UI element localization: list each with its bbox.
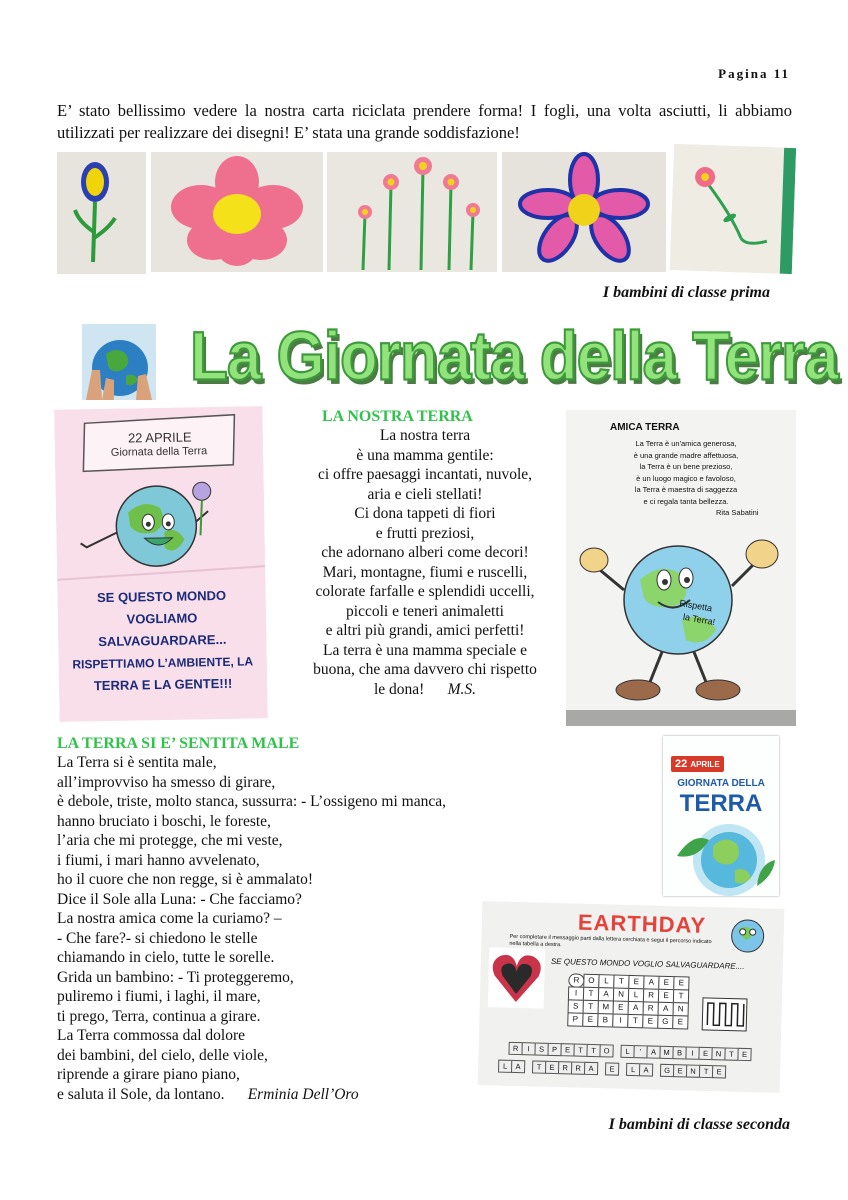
letter-grid-cell: R <box>568 973 584 987</box>
poem2-line: La nostra amica come la curiamo? – <box>57 910 282 927</box>
answer-cell: A <box>639 1063 653 1076</box>
letter-grid-cell: A <box>643 975 659 989</box>
hands-earth-image <box>82 324 156 400</box>
letter-grid-cell: T <box>583 1000 599 1014</box>
poem1-line: piccoli e teneri animaletti <box>346 602 504 620</box>
drawing-blue-pink-flower <box>502 152 666 272</box>
letter-grid-row <box>567 1012 687 1028</box>
answer-cell: A <box>511 1060 525 1073</box>
drawing-pink-flower <box>151 152 323 272</box>
letter-grid-cell: O <box>583 974 599 988</box>
letter-grid-cell: M <box>598 1000 614 1014</box>
letter-grid-cell: B <box>597 1013 613 1027</box>
letter-grid-cell: I <box>612 1014 628 1028</box>
earthday-message: SE QUESTO MONDO VOGLIO SALVAGUARDARE.... <box>550 956 745 971</box>
poster-book-line1: GIORNATA DELLA <box>677 778 765 789</box>
letter-grid-cell: A <box>658 1002 674 1016</box>
letter-grid-cell: E <box>628 975 644 989</box>
earthday-worksheet <box>478 901 785 1093</box>
answer-cell: R <box>558 1061 572 1074</box>
earthday-title-text: EARTHDAY <box>577 909 707 938</box>
letter-grid-cell: E <box>658 976 674 990</box>
page-number: Pagina 11 <box>718 66 790 81</box>
letter-grid-cell: E <box>658 989 674 1003</box>
drawing-yellow-flower <box>57 152 146 274</box>
poster-right-poem <box>606 438 766 507</box>
answer-cell: T <box>573 1044 587 1057</box>
poster-book-day: 22 <box>675 758 688 770</box>
poem1-last-text: le dona! <box>373 680 425 698</box>
answer-cell: I <box>521 1042 535 1055</box>
letter-grid-cell: N <box>673 1002 689 1016</box>
poster-right-line: è una grande madre affettuosa, <box>633 450 739 460</box>
answer-row-2 <box>498 1060 725 1079</box>
poster-book-month: APRILE <box>690 760 720 769</box>
letter-grid <box>567 973 688 1028</box>
letter-grid-cell: E <box>673 976 689 990</box>
caption-class-second: I bambini di classe seconda <box>608 1116 790 1133</box>
answer-cell: A <box>646 1045 660 1058</box>
answer-cell: L <box>626 1063 640 1076</box>
poem2-line: ho il cuore che non regge, si è ammalato! <box>57 871 314 888</box>
poem2-line: hanno bruciato i boschi, le foreste, <box>57 812 271 830</box>
poem2-line: Dice il Sole alla Luna: - Che facciamo? <box>57 890 302 908</box>
poster-right-author: Rita Sabatini <box>716 508 759 517</box>
poem2-line: è debole, triste, molto stanca, sussurra: - L’ossigeno mi manca, <box>57 793 446 810</box>
poem2-line: Grida un bambino: - Ti proteggeremo, <box>57 968 294 986</box>
poem2-line: l’aria che mi protegge, che mi veste, <box>57 832 283 849</box>
poem2-line: chiamando in cielo, tutte le sorelle. <box>57 949 275 966</box>
letter-grid-cell: N <box>613 988 629 1002</box>
poster-left-subtitle: Giornata della Terra <box>110 445 208 459</box>
earthday-instructions: Per completare il messaggio parti dalla lettera cerchiata e segui il percorso indicato nella tabella a destra. <box>509 933 712 949</box>
poem2-line: riprende a girare piano piano, <box>57 1066 240 1083</box>
heart-icon <box>488 947 546 1008</box>
poster-right-line: e ci regala tanta bellezza. <box>643 496 729 506</box>
answer-cell: T <box>532 1060 546 1073</box>
letter-grid-cell: E <box>642 1014 658 1028</box>
answer-cell: E <box>737 1048 751 1061</box>
answer-cell: M <box>659 1046 673 1059</box>
poem2-last-text: e saluta il Sole, da lontano. <box>57 1085 225 1103</box>
poster-right-line: La Terra è un'amica generosa, <box>635 439 737 448</box>
poem-la-nostra-terra <box>280 408 570 699</box>
letter-grid-cell: I <box>568 986 584 1000</box>
poem1-line: La nostra terra <box>379 427 471 444</box>
letter-grid-cell: E <box>613 1001 629 1015</box>
poem2-line: ti prego, Terra, continua a girare. <box>57 1007 261 1025</box>
letter-grid-cell: S <box>568 999 584 1013</box>
poster-book <box>663 736 779 896</box>
poster-right-line: la Terra è maestra di saggezza <box>634 485 738 494</box>
letter-grid-cell: G <box>657 1015 673 1029</box>
answer-cell: I <box>685 1046 699 1059</box>
poster-book-line2: TERRA <box>679 790 763 817</box>
letter-grid-cell: E <box>672 1015 688 1029</box>
letter-grid-cell: P <box>567 1012 583 1026</box>
answer-cell: P <box>547 1043 561 1056</box>
poem1-line: Ci dona tappeti di fiori <box>354 505 496 522</box>
answer-row-1 <box>508 1042 750 1061</box>
letter-grid-cell: R <box>643 988 659 1002</box>
drawing-tulip-flowers <box>327 152 497 272</box>
path-table-icon <box>701 997 748 1032</box>
poem1-line: ci offre paesaggi incantati, nuvole, <box>317 466 533 483</box>
poem2-line: La Terra commossa dal dolore <box>57 1027 246 1044</box>
letter-grid-cell: T <box>583 987 599 1001</box>
poem1-line: che adornano alberi come decori! <box>321 544 529 561</box>
answer-cell: R <box>571 1061 585 1074</box>
answer-cell: E <box>545 1061 559 1074</box>
poster-left-line: SALVAGUARDARE... <box>98 631 227 650</box>
letter-grid-cell: L <box>628 988 644 1002</box>
earthday-title <box>578 910 707 939</box>
poster-right <box>566 410 796 726</box>
answer-cell: N <box>686 1064 700 1077</box>
letter-grid-cell: A <box>628 1001 644 1015</box>
poster-left-line: VOGLIAMO <box>126 610 198 627</box>
poem2-line: i fiumi, i mari hanno avvelenato, <box>57 851 260 869</box>
poem2-line: - Che fare?- si chiedono le stelle <box>57 929 258 947</box>
poem2-author: Erminia Dell’Oro <box>247 1085 359 1103</box>
poster-right-title: AMICA TERRA <box>610 422 680 433</box>
poem2-title: LA TERRA SI E’ SENTITA MALE <box>57 735 300 752</box>
earth-mascot-icon <box>725 915 770 956</box>
poster-left-message <box>61 584 263 697</box>
poem1-line: La terra è una mamma speciale e <box>323 641 527 659</box>
answer-cell: E <box>698 1047 712 1060</box>
poem1-line: è una mamma gentile: <box>356 446 494 464</box>
poem1-line: aria e cieli stellati! <box>367 485 483 503</box>
poem1-title: LA NOSTRA TERRA <box>322 408 473 425</box>
answer-cell: E <box>605 1062 619 1075</box>
answer-cell: N <box>711 1047 725 1060</box>
answer-cell: L <box>498 1060 512 1073</box>
letter-grid-cell: T <box>673 989 689 1003</box>
answer-cell: A <box>584 1062 598 1075</box>
answer-cell: O <box>599 1044 613 1057</box>
poster-left-line: SE QUESTO MONDO <box>96 587 227 606</box>
poster-right-line: la Terra è un bene prezioso, <box>639 462 733 471</box>
poem1-line: colorate farfalle e splendidi uccelli, <box>315 583 535 600</box>
answer-cell: R <box>508 1042 522 1055</box>
poem1-line: Mari, montagne, fiumi e ruscelli, <box>322 563 528 581</box>
poem2-line: all’improvviso ha smesso di girare, <box>57 773 276 791</box>
poster-left-line: TERRA E LA GENTE!!! <box>93 675 233 694</box>
answer-cell: T <box>586 1044 600 1057</box>
poem1-line: e frutti preziosi, <box>375 524 475 542</box>
poster-right-bubble-line: la Terra! <box>682 611 716 628</box>
answer-cell: E <box>673 1064 687 1077</box>
drawing-small-rose <box>670 144 796 274</box>
answer-cell: B <box>672 1046 686 1059</box>
poster-left <box>54 406 267 722</box>
poster-right-bubble-line: Rispetta <box>678 597 713 614</box>
answer-cell: G <box>660 1064 674 1077</box>
answer-cell: T <box>724 1047 738 1060</box>
letter-grid-cell: A <box>598 987 614 1001</box>
poem2-last-line <box>57 1085 577 1105</box>
poem1-last-line <box>280 680 570 700</box>
poem2-line: puliremo i fiumi, i laghi, il mare, <box>57 988 261 1005</box>
letter-grid-cell: E <box>582 1013 598 1027</box>
poem2-line: dei bambini, del cielo, delle viole, <box>57 1046 268 1064</box>
letter-grid-cell: R <box>643 1001 659 1015</box>
poem1-author: M.S. <box>447 680 477 698</box>
answer-cell: T <box>699 1065 713 1078</box>
poem1-line: e altri più grandi, amici perfetti! <box>325 622 525 639</box>
answer-cell: L <box>620 1045 634 1058</box>
answer-cell: ’ <box>633 1045 647 1058</box>
letter-grid-cell: L <box>598 974 614 988</box>
banner-title: La Giornata della Terra <box>190 319 838 395</box>
poster-right-line: è un luogo magico e favoloso, <box>636 473 736 483</box>
intro-paragraph: E’ stato bellissimo vedere la nostra carta riciclata prendere forma! I fogli, una volta asciutti, li abbiamo utilizzati per realizzare dei disegni! E’ stata una grande soddisfazione! <box>57 101 792 142</box>
caption-class-first: I bambini di classe prima <box>602 284 770 301</box>
letter-grid-cell: T <box>627 1014 643 1028</box>
answer-cell: E <box>712 1065 726 1078</box>
answer-cell: S <box>534 1042 548 1055</box>
poster-left-line: RISPETTIAMO L’AMBIENTE, LA <box>72 654 254 672</box>
poster-left-date: 22 APRILE <box>127 429 192 446</box>
poster-book-date <box>671 756 724 772</box>
answer-cell: E <box>560 1043 574 1056</box>
poem2-line: La Terra si è sentita male, <box>57 754 217 771</box>
poem1-line: buona, che ama davvero chi rispetto <box>313 661 537 678</box>
letter-grid-cell: T <box>613 975 629 989</box>
